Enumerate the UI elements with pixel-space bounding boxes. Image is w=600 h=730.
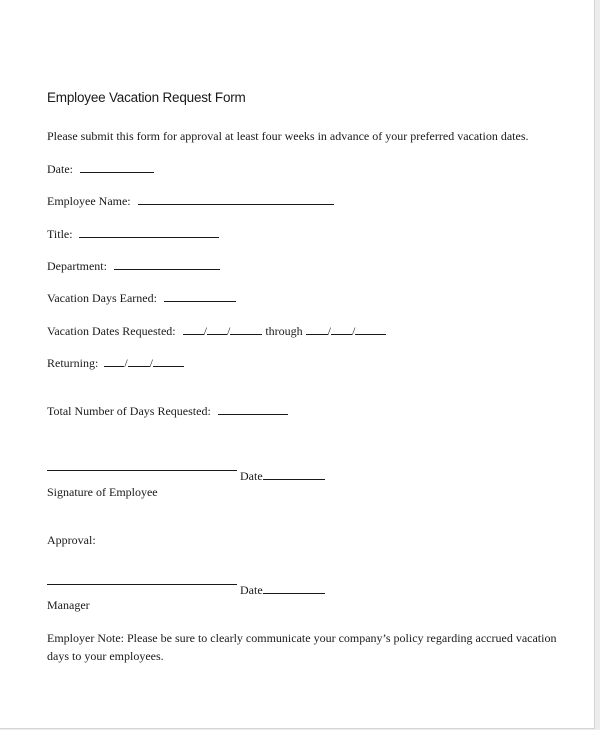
date-label: Date: — [47, 162, 73, 176]
instruction-text: Please submit this form for approval at least four weeks in advance of your preferred vacation dates. — [47, 129, 529, 143]
title-row — [47, 226, 219, 242]
start-year-field[interactable] — [230, 323, 262, 335]
employee-sign-date-row — [240, 468, 325, 484]
employer-note: Employer Note: Please be sure to clearly communicate your company’s policy regarding accrued vacation days to your employees. — [47, 631, 557, 663]
approval-label: Approval: — [47, 533, 96, 547]
employee-sign-date-field[interactable] — [263, 468, 325, 480]
department-label: Department: — [47, 259, 107, 273]
manager-signature-line[interactable] — [47, 584, 237, 585]
employee-name-label: Employee Name: — [47, 194, 131, 208]
form-title: Employee Vacation Request Form — [47, 90, 246, 105]
end-month-field[interactable] — [306, 323, 328, 335]
dates-requested-row — [47, 323, 386, 339]
date-separator: / — [352, 324, 356, 338]
days-earned-field[interactable] — [164, 290, 236, 302]
through-label: through — [265, 324, 303, 338]
manager-sign-date-row — [240, 582, 325, 598]
date-separator: / — [203, 324, 207, 338]
end-day-field[interactable] — [331, 323, 352, 335]
return-day-field[interactable] — [128, 355, 150, 367]
date-separator: / — [124, 356, 128, 370]
return-year-field[interactable] — [153, 355, 184, 367]
total-days-field[interactable] — [218, 403, 288, 415]
manager-sign-date-label: Date — [240, 583, 263, 597]
days-earned-row — [47, 290, 236, 306]
start-month-field[interactable] — [183, 323, 204, 335]
date-separator: / — [327, 324, 331, 338]
dates-requested-label: Vacation Dates Requested: — [47, 324, 176, 338]
total-days-row — [47, 403, 288, 419]
days-earned-label: Vacation Days Earned: — [47, 291, 157, 305]
returning-row — [47, 355, 184, 371]
manager-label: Manager — [47, 598, 90, 612]
manager-sign-date-field[interactable] — [263, 582, 325, 594]
returning-label: Returning: — [47, 356, 99, 370]
title-label: Title: — [47, 227, 73, 241]
employee-name-field[interactable] — [138, 193, 334, 205]
employee-name-row — [47, 193, 334, 209]
date-row — [47, 161, 154, 177]
date-field[interactable] — [80, 161, 154, 173]
date-separator: / — [226, 324, 231, 338]
department-field[interactable] — [114, 258, 220, 270]
title-field[interactable] — [79, 226, 219, 238]
end-year-field[interactable] — [355, 323, 386, 335]
employee-signature-label: Signature of Employee — [47, 485, 158, 499]
employee-signature-line[interactable] — [47, 470, 237, 471]
date-separator: / — [149, 356, 154, 370]
total-days-label: Total Number of Days Requested: — [47, 404, 211, 418]
return-month-field[interactable] — [104, 355, 124, 367]
employee-sign-date-label: Date — [240, 469, 263, 483]
department-row — [47, 258, 220, 274]
start-day-field[interactable] — [207, 323, 227, 335]
